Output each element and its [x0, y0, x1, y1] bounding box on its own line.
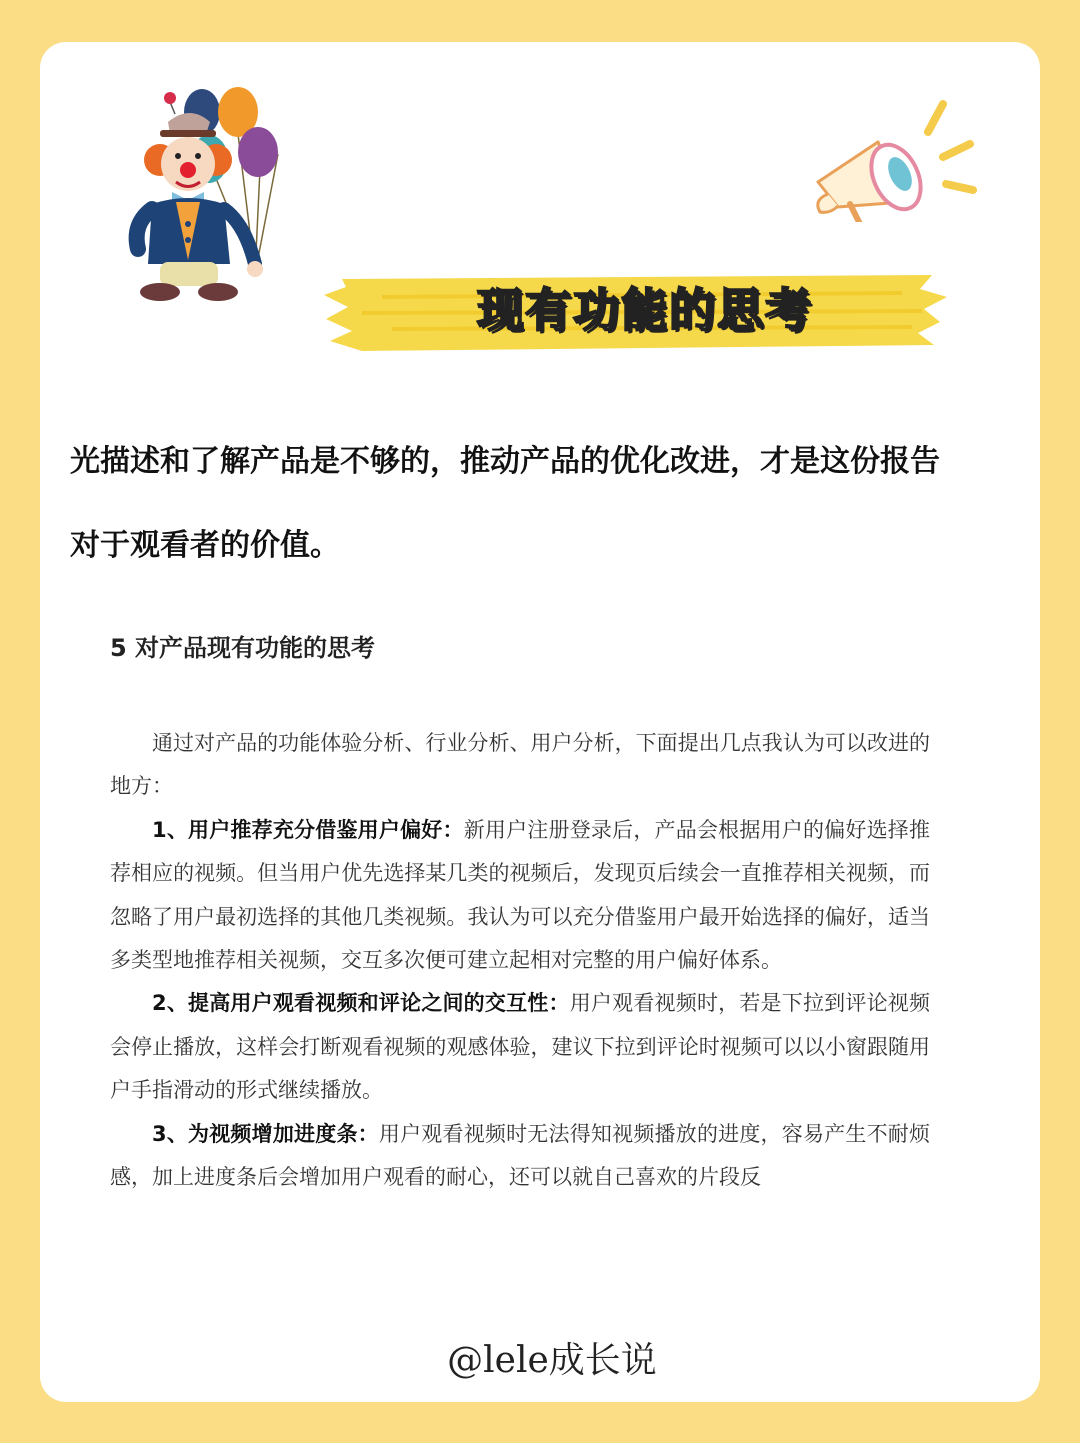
lead-paragraph: 通过对产品的功能体验分析、行业分析、用户分析，下面提出几点我认为可以改进的地方：: [110, 731, 930, 799]
section-heading: 5 对产品现有功能的思考: [110, 634, 376, 662]
intro-line-2: 对于观看者的价值。: [70, 528, 340, 563]
author-watermark: @lele成长说: [447, 1340, 657, 1381]
item-title: 3、为视频增加进度条：: [152, 1121, 379, 1146]
clown-illustration: [90, 64, 280, 304]
item-body: 用户观看视频时，若是下拉到评论视频会停止播放，这样会打断观看视频的观感体验，建议下拉到评论时视频可以以小窗跟随用户手指滑动的形式继续播放。: [110, 991, 930, 1103]
list-item: [110, 1113, 930, 1200]
intro-line-1: 光描述和了解产品是不够的，推动产品的优化改进，才是这份报告: [70, 444, 940, 479]
item-body: 新用户注册登录后，产品会根据用户的偏好选择推荐相应的视频。但当用户优先选择某几类的视频后，发现页后续会一直推荐相关视频，而忽略了用户最初选择的其他几类视频。我认为可以充分借鉴用户最开始选择的偏好，适当多类型地推荐相关视频，交互多次便可建立起相对完整的用户偏好体系。: [110, 817, 930, 973]
intro-text: [70, 420, 1020, 588]
banner-title: 现有功能的思考: [477, 283, 813, 337]
item-title: 2、提高用户观看视频和评论之间的交互性：: [152, 991, 570, 1016]
list-item: [110, 982, 930, 1112]
list-item: [110, 809, 930, 983]
item-title: 1、用户推荐充分借鉴用户偏好：: [152, 817, 464, 842]
title-banner: [322, 267, 952, 357]
item-body: 用户观看视频时无法得知视频播放的进度，容易产生不耐烦感，加上进度条后会增加用户观看的耐心，还可以就自己喜欢的片段反: [110, 1121, 930, 1190]
megaphone-icon: [808, 82, 978, 222]
content-card: [40, 42, 1040, 1402]
document-excerpt: [110, 624, 930, 1199]
